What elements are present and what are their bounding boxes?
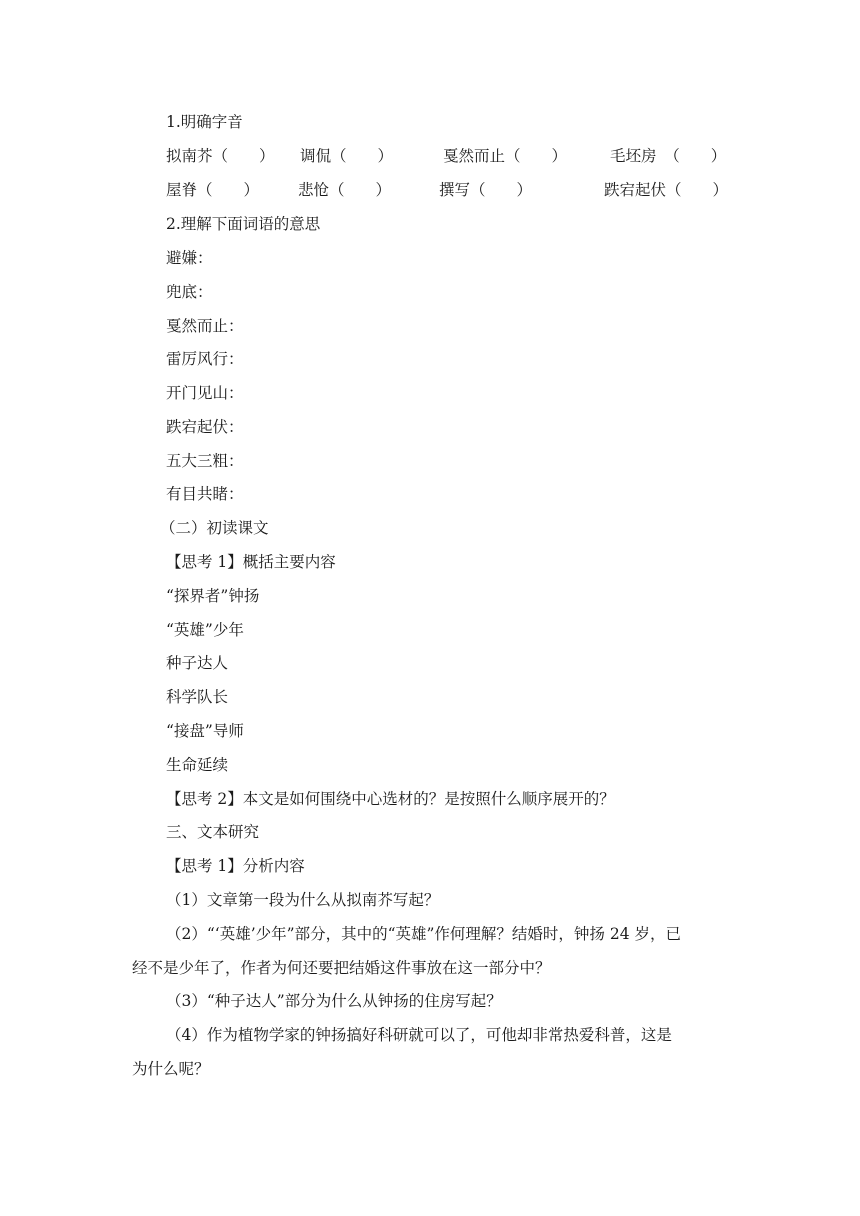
vocab-item: 雷厉风行： <box>166 350 244 368</box>
section-title-text-study: 三、文本研究 <box>166 823 260 841</box>
section-title-first-reading: （二）初读课文 <box>160 519 269 537</box>
section-title-pronunciation: 1.明确字音 <box>166 113 243 131</box>
outline-item: “接盘”导师 <box>166 722 244 740</box>
vocab-item: 兜底： <box>166 283 213 301</box>
think-structure-question: 【思考 2】本文是如何围绕中心选材的？是按照什么顺序展开的？ <box>166 790 615 808</box>
think-analyze-heading: 【思考 1】分析内容 <box>166 857 305 875</box>
question-1: （1）文章第一段为什么从拟南芥写起？ <box>166 891 440 909</box>
pron-item: 拟南芥（ ） <box>166 147 275 165</box>
vocab-item: 有目共睹： <box>166 485 244 503</box>
pron-item: 毛坯房 （ ） <box>610 147 727 165</box>
question-4-line-2: 为什么呢？ <box>132 1060 210 1078</box>
pron-item: 调侃（ ） <box>300 147 394 165</box>
vocab-item: 五大三粗： <box>166 452 244 470</box>
pron-item: 屋脊（ ） <box>166 181 260 199</box>
vocab-item: 开门见山： <box>166 384 244 402</box>
vocab-item: 避嫌： <box>166 249 213 267</box>
think-summary-heading: 【思考 1】概括主要内容 <box>166 553 336 571</box>
outline-item: 种子达人 <box>166 654 229 672</box>
outline-item: 生命延续 <box>166 756 229 774</box>
section-title-vocabulary: 2.理解下面词语的意思 <box>166 215 321 233</box>
question-3: （3）“种子达人”部分为什么从钟扬的住房写起？ <box>166 992 502 1010</box>
vocab-item: 跌宕起伏： <box>166 418 244 436</box>
vocab-item: 戛然而止： <box>166 317 244 335</box>
question-4-line-1: （4）作为植物学家的钟扬搞好科研就可以了，可他却非常热爱科普，这是 <box>166 1026 672 1044</box>
question-2-line-1: （2）“‘英雄’少年”部分，其中的“英雄”作何理解？结婚时，钟扬 24 岁，已 <box>166 925 681 943</box>
outline-item: “探界者”钟扬 <box>166 587 260 605</box>
outline-item: 科学队长 <box>166 688 229 706</box>
outline-item: “英雄”少年 <box>166 621 244 639</box>
pron-item: 悲怆（ ） <box>298 181 392 199</box>
question-2-line-2: 经不是少年了，作者为何还要把结婚这件事放在这一部分中？ <box>132 959 551 977</box>
pron-item: 撰写（ ） <box>439 181 533 199</box>
pron-item: 跌宕起伏（ ） <box>604 181 729 199</box>
pron-item: 戛然而止（ ） <box>443 147 568 165</box>
